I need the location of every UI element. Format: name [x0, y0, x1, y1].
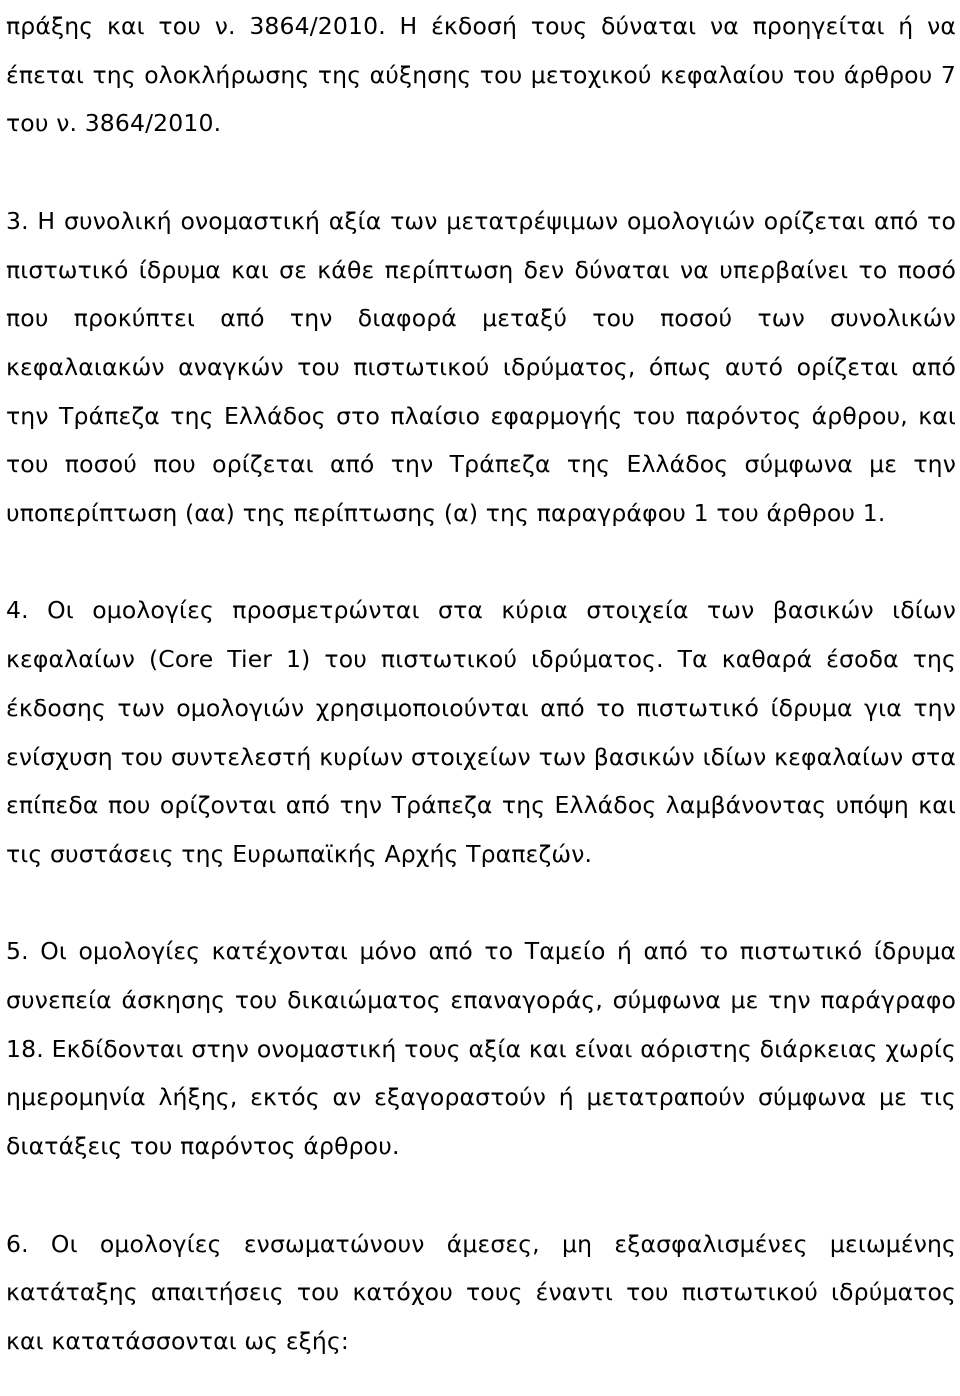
document-page [6, 2, 956, 1366]
paragraph-5: 5. Οι ομολογίες κατέχονται μόνο από το Ταμείο ή από το πιστωτικό ίδρυμα συνεπεία άσκησης του δικαιώματος επαναγοράς, σύμφωνα με την παράγραφο 18. Εκδίδονται στην ονομαστική τους αξία και είναι αόριστης διάρκειας χωρίς ημερομηνία λήξης, εκτός αν εξαγοραστούν ή μετατραπούν σύμφωνα με τις διατάξεις του παρόντος άρθρου. [6, 937, 956, 1161]
paragraph-spacer [6, 879, 956, 928]
paragraph-4: 4. Οι ομολογίες προσμετρώνται στα κύρια στοιχεία των βασικών ιδίων κεφαλαίων (Core Tier 1) του πιστωτικού ιδρύματος. Τα καθαρά έσοδα της έκδοσης των ομολογιών χρησιμοποιούνται από το πιστωτικό ίδρυμα για την ενίσχυση του συντελεστή κυρίων στοιχείων των βασικών ιδίων κεφαλαίων στα επίπεδα που ορίζονται από την Τράπεζα της Ελλάδος λαμβάνοντας υπόψη και τις συστάσεις της Ευρωπαϊκής Αρχής Τραπεζών. [6, 596, 956, 868]
paragraph-continued: πράξης και του ν. 3864/2010. Η έκδοσή τους δύναται να προηγείται ή να έπεται της ολοκλήρωσης της αύξησης του μετοχικού κεφαλαίου του άρθρου 7 του ν. 3864/2010. [6, 12, 956, 138]
paragraph-6: 6. Οι ομολογίες ενσωματώνουν άμεσες, μη εξασφαλισμένες μειωμένης κατάταξης απαιτήσεις του κατόχου τους έναντι του πιστωτικού ιδρύματος και κατατάσσονται ως εξής: [6, 1229, 956, 1355]
paragraph-spacer [6, 538, 956, 587]
paragraph-spacer [6, 1171, 956, 1220]
paragraph-spacer [6, 148, 956, 197]
paragraph-3: 3. Η συνολική ονομαστική αξία των μετατρέψιμων ομολογιών ορίζεται από το πιστωτικό ίδρυμα και σε κάθε περίπτωση δεν δύναται να υπερβαίνει το ποσό που προκύπτει από την διαφορά μεταξύ του ποσού των συνολικών κεφαλαιακών αναγκών του πιστωτικού ιδρύματος, όπως αυτό ορίζεται από την Τράπεζα της Ελλάδος στο πλαίσιο εφαρμογής του παρόντος άρθρου, και του ποσού που ορίζεται από την Τράπεζα της Ελλάδος σύμφωνα με την υποπερίπτωση (αα) της περίπτωσης (α) της παραγράφου 1 του άρθρου 1. [6, 206, 956, 528]
